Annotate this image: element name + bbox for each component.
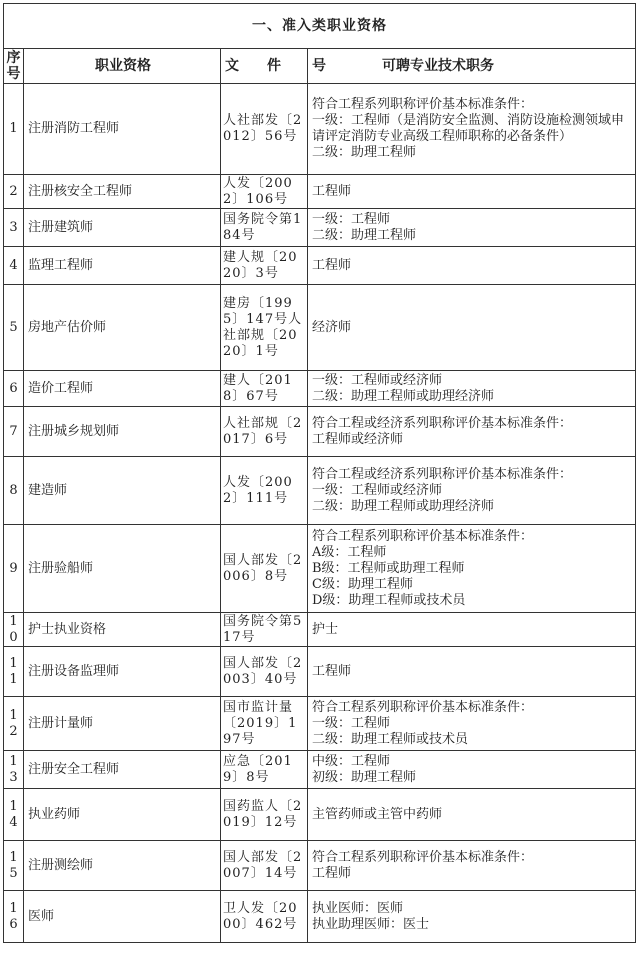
document-number: 国务院令第517号 [221, 613, 308, 647]
table-row [4, 841, 636, 891]
eligible-positions [308, 789, 636, 841]
document-number: 应急〔2019〕8号 [221, 751, 308, 789]
table-row [4, 371, 636, 407]
table-row [4, 525, 636, 613]
table-title: 一、准入类职业资格 [4, 4, 636, 49]
row-number: 9 [4, 525, 24, 613]
position-line: D级：助理工程师或技术员 [312, 592, 466, 608]
header-positions: 号 可聘专业技术职务 [308, 49, 636, 84]
eligible-positions [308, 175, 636, 209]
document-number: 国市监计量〔2019〕197号 [221, 697, 308, 751]
row-number: 14 [4, 789, 24, 841]
qualification-name: 建造师 [24, 457, 221, 525]
position-line: 执业医师：医师 [312, 900, 404, 916]
position-line: 二级：助理工程师 [312, 227, 417, 243]
document-number: 国人部发〔2007〕14号 [221, 841, 308, 891]
position-line: 一级：工程师或经济师 [312, 482, 443, 498]
eligible-positions [308, 613, 636, 647]
position-line: 中级：工程师 [312, 753, 391, 769]
row-number: 16 [4, 891, 24, 943]
qualification-name: 护士执业资格 [24, 613, 221, 647]
row-number: 11 [4, 647, 24, 697]
header-document: 文 件 [221, 49, 308, 84]
table-row [4, 407, 636, 457]
qualification-name: 监理工程师 [24, 247, 221, 285]
table-row [4, 647, 636, 697]
document-number: 国人部发〔2003〕40号 [221, 647, 308, 697]
row-number: 4 [4, 247, 24, 285]
position-line: 护士 [312, 621, 339, 637]
position-line: 工程师 [312, 183, 352, 199]
qualification-table [3, 3, 636, 943]
row-number: 6 [4, 371, 24, 407]
position-line: A级：工程师 [312, 544, 387, 560]
row-number: 8 [4, 457, 24, 525]
document-number: 人社部发〔2012〕56号 [221, 84, 308, 175]
position-line: 工程师 [312, 663, 352, 679]
eligible-positions [308, 285, 636, 371]
position-line: B级：工程师或助理工程师 [312, 560, 465, 576]
qualification-name: 注册核安全工程师 [24, 175, 221, 209]
table-row [4, 247, 636, 285]
position-line: 工程师或经济师 [312, 431, 404, 447]
table-row [4, 613, 636, 647]
table-row [4, 285, 636, 371]
qualification-name: 注册消防工程师 [24, 84, 221, 175]
qualification-name: 注册设备监理师 [24, 647, 221, 697]
position-line: 符合工程系列职称评价基本标准条件： [312, 849, 534, 865]
position-line: 初级：助理工程师 [312, 769, 417, 785]
eligible-positions [308, 891, 636, 943]
eligible-positions [308, 247, 636, 285]
position-line: 主管药师或主管中药师 [312, 806, 443, 822]
position-line: 符合工程或经济系列职称评价基本标准条件： [312, 415, 573, 431]
row-number: 1 [4, 84, 24, 175]
qualification-name: 医师 [24, 891, 221, 943]
row-number: 2 [4, 175, 24, 209]
document-number: 人发〔2002〕106号 [221, 175, 308, 209]
document-number: 建房〔1995〕147号人社部规〔2020〕1号 [221, 285, 308, 371]
position-line: 符合工程系列职称评价基本标准条件： [312, 528, 534, 544]
qualification-name: 房地产估价师 [24, 285, 221, 371]
row-number: 3 [4, 209, 24, 247]
position-line: 二级：助理工程师或助理经济师 [312, 388, 495, 404]
eligible-positions [308, 525, 636, 613]
title-row [4, 4, 636, 49]
header-no: 序号 [4, 49, 24, 84]
position-line: 二级：助理工程师或技术员 [312, 731, 469, 747]
position-line: 执业助理医师：医士 [312, 916, 430, 932]
row-number: 7 [4, 407, 24, 457]
position-line: 符合工程系列职称评价基本标准条件： [312, 97, 534, 112]
position-line: 一级：工程师 [312, 211, 391, 227]
qualification-name: 注册城乡规划师 [24, 407, 221, 457]
eligible-positions [308, 371, 636, 407]
document-number: 国务院令第184号 [221, 209, 308, 247]
position-line: 一级：工程师（是消防安全监测、消防设施检测领域申请评定消防专业高级工程师职称的必备条件） [312, 113, 625, 144]
eligible-positions [308, 84, 636, 175]
row-number: 10 [4, 613, 24, 647]
position-line: 工程师 [312, 257, 352, 273]
document-number: 卫人发〔2000〕462号 [221, 891, 308, 943]
header-qualification: 职业资格 [24, 49, 221, 84]
eligible-positions [308, 751, 636, 789]
position-line: 工程师 [312, 865, 352, 881]
header-row [4, 49, 636, 84]
eligible-positions [308, 841, 636, 891]
document-number: 建人规〔2020〕3号 [221, 247, 308, 285]
eligible-positions [308, 209, 636, 247]
eligible-positions [308, 407, 636, 457]
qualification-name: 注册测绘师 [24, 841, 221, 891]
eligible-positions [308, 457, 636, 525]
row-number: 12 [4, 697, 24, 751]
table-row [4, 891, 636, 943]
table-row [4, 789, 636, 841]
document-number: 人社部规〔2017〕6号 [221, 407, 308, 457]
qualification-name: 造价工程师 [24, 371, 221, 407]
position-line: 一级：工程师 [312, 715, 391, 731]
document-number: 人发〔2002〕111号 [221, 457, 308, 525]
table-row [4, 209, 636, 247]
position-line: 二级：助理工程师 [312, 145, 417, 160]
table-body [4, 4, 636, 943]
eligible-positions [308, 697, 636, 751]
position-line: 符合工程系列职称评价基本标准条件： [312, 699, 534, 715]
row-number: 13 [4, 751, 24, 789]
table-row [4, 175, 636, 209]
qualification-name: 注册安全工程师 [24, 751, 221, 789]
position-line: 二级：助理工程师或助理经济师 [312, 498, 495, 514]
position-line: 一级：工程师或经济师 [312, 372, 443, 388]
eligible-positions [308, 647, 636, 697]
row-number: 5 [4, 285, 24, 371]
position-line: 符合工程或经济系列职称评价基本标准条件： [312, 466, 573, 482]
qualification-name: 执业药师 [24, 789, 221, 841]
document-number: 国人部发〔2006〕8号 [221, 525, 308, 613]
table-row [4, 84, 636, 175]
table-row [4, 751, 636, 789]
qualification-name: 注册计量师 [24, 697, 221, 751]
table-row [4, 697, 636, 751]
qualification-name: 注册建筑师 [24, 209, 221, 247]
position-line: C级：助理工程师 [312, 576, 413, 592]
table-row [4, 457, 636, 525]
document-number: 建人〔2018〕67号 [221, 371, 308, 407]
row-number: 15 [4, 841, 24, 891]
qualification-name: 注册验船师 [24, 525, 221, 613]
position-line: 经济师 [312, 319, 352, 335]
document-number: 国药监人〔2019〕12号 [221, 789, 308, 841]
